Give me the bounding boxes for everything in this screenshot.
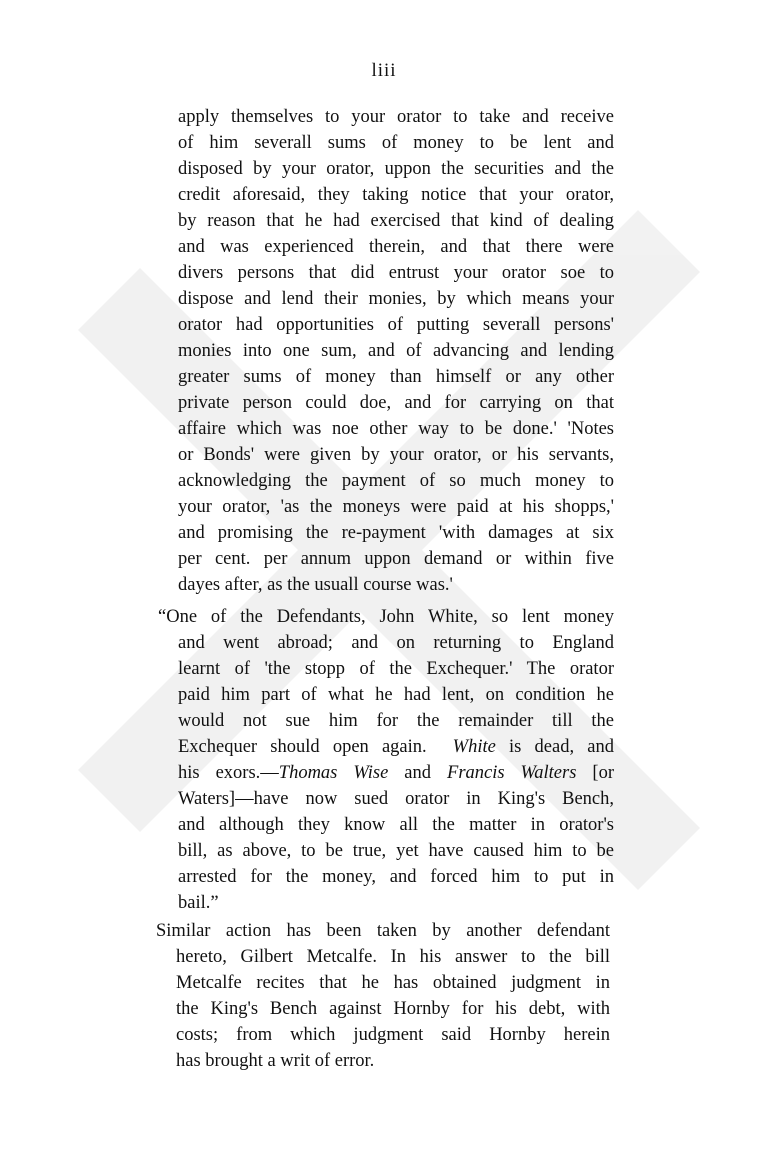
text-line: Waters]—have now sued orator in King's Bench, bbox=[178, 789, 614, 809]
text-line: dispose and lend their monies, by which means your bbox=[178, 289, 614, 309]
text-line: “One of the Defendants, John White, so lent money bbox=[158, 607, 614, 627]
text-line: monies into one sum, and of advancing and lending bbox=[178, 341, 614, 361]
text-line: and went abroad; and on returning to England bbox=[178, 633, 614, 653]
text-line: paid him part of what he had lent, on condition he bbox=[178, 685, 614, 705]
text-line: and was experienced therein, and that there were bbox=[178, 237, 614, 257]
text-line: greater sums of money than himself or any other bbox=[178, 367, 614, 387]
text-line: hereto, Gilbert Metcalfe. In his answer to the bill bbox=[176, 947, 610, 967]
text-span: Exchequer should open again. bbox=[178, 737, 427, 757]
text-line: or Bonds' were given by your orator, or his servants, bbox=[178, 445, 614, 465]
text-line: would not sue him for the remainder till the bbox=[178, 711, 614, 731]
text-line: by reason that he had exercised that kind of dealing bbox=[178, 211, 614, 231]
text-line: bill, as above, to be true, yet have caused him to be bbox=[178, 841, 614, 861]
italic-name: White bbox=[452, 737, 496, 757]
text-line: learnt of 'the stopp of the Exchequer.' The orator bbox=[178, 659, 614, 679]
text-line: bail.” bbox=[178, 893, 219, 913]
text-span: [or bbox=[576, 763, 614, 783]
text-span: is dead, and bbox=[495, 737, 614, 757]
text-line: per cent. per annum uppon demand or within five bbox=[178, 549, 614, 569]
text-line: acknowledging the payment of so much money to bbox=[178, 471, 614, 491]
text-line: your orator, 'as the moneys were paid at his shopps,' bbox=[178, 497, 614, 517]
text-line: and promising the re-payment 'with damages at six bbox=[178, 523, 614, 543]
text-line: orator had opportunities of putting severall persons' bbox=[178, 315, 614, 335]
text-line: credit aforesaid, they taking notice that your orator, bbox=[178, 185, 614, 205]
text-line: Metcalfe recites that he has obtained judgment in bbox=[176, 973, 610, 993]
text-line bbox=[178, 736, 614, 758]
text-line: of him severall sums of money to be lent and bbox=[178, 133, 614, 153]
text-line: Similar action has been taken by another defendant bbox=[156, 921, 610, 941]
text-span: his exors.— bbox=[178, 763, 279, 783]
text-line: dayes after, as the usuall course was.' bbox=[178, 575, 453, 595]
text-line: divers persons that did entrust your orator soe to bbox=[178, 263, 614, 283]
italic-name: Francis Walters bbox=[447, 763, 577, 783]
text-line: has brought a writ of error. bbox=[176, 1051, 375, 1071]
text-line: affaire which was noe other way to be done.' 'Notes bbox=[178, 419, 614, 439]
text-line: and although they know all the matter in orator's bbox=[178, 815, 614, 835]
text-line: apply themselves to your orator to take and receive bbox=[178, 107, 614, 127]
italic-name: Thomas Wise bbox=[278, 763, 389, 783]
page-number: liii bbox=[371, 60, 397, 81]
text-line: private person could doe, and for carrying on that bbox=[178, 393, 614, 413]
text-span: and bbox=[388, 763, 448, 783]
text-line: disposed by your orator, uppon the securities and the bbox=[178, 159, 614, 179]
text-line: arrested for the money, and forced him to put in bbox=[178, 867, 614, 887]
text-line: costs; from which judgment said Hornby herein bbox=[176, 1025, 610, 1045]
text-line: the King's Bench against Hornby for his debt, with bbox=[176, 999, 610, 1019]
text-line bbox=[178, 762, 614, 784]
